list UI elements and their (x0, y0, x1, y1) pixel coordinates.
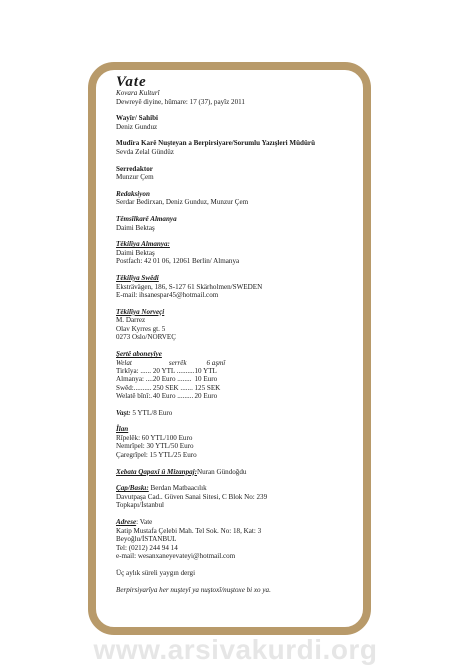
column-header-country: Welat (116, 358, 132, 367)
disclaimer-note: Berpirsiyarîya her nuşteyî ya nuştoxî/nuştoxe bi xo ya. (116, 585, 271, 594)
germany-contact-line: Postfach: 42 01 06, 12061 Berlin/ Almanya (116, 257, 240, 266)
chief-section (116, 165, 366, 182)
print-label: Çap/Baskı: (116, 484, 149, 493)
print-value: Berdan Matbaacılık (150, 484, 207, 493)
germany-contact-line: Daimi Bektaş (116, 248, 155, 257)
germany-contact-section (116, 240, 366, 266)
germany-contact-heading: Têkilîya Almanya: (116, 240, 170, 249)
address-label: Adrese (116, 518, 137, 527)
cell-year: 20 Euro ........ (152, 375, 192, 384)
cell-year: 250 SEK ....... (152, 383, 193, 392)
layout-label: Xebata Qapaxî û Mizanpaj: (116, 467, 197, 476)
issue-line: Dewreyê diyine, hûmare: 17 (37), payîz 2011 (116, 97, 245, 106)
address-line: Beyoğlu/İSTANBUL (116, 535, 177, 544)
editor-section (116, 139, 366, 156)
column-header-half: 6 aşmî (206, 358, 226, 367)
price-section (116, 409, 366, 418)
table-row (116, 384, 225, 392)
phone-line: Tel: (0212) 244 94 14 (116, 543, 178, 552)
editor-heading: Mudîra Karê Nuşteyan a Berpirsiyare/Sorumlu Yazışleri Müdürü (116, 139, 316, 148)
sweden-contact-heading: Têkilîya Swêdi (116, 273, 159, 282)
germany-rep-section (116, 215, 366, 232)
norway-contact-line: Olav Kyrres gt. 5 (116, 324, 166, 333)
owner-heading: Wayîr/ Sahibi (116, 114, 158, 123)
email-line: e-mail: wesanxaneyevateyi@hotmail.com (116, 552, 236, 561)
cell-country: Almanya: .... (116, 375, 153, 384)
sweden-email: E-mail: ihsanespar45@hotmail.com (116, 291, 219, 300)
cell-country: Tirkîya: ...... (116, 367, 152, 376)
cell-half: 125 SEK (194, 383, 221, 392)
subscription-header-row (116, 359, 225, 367)
subscription-table (116, 359, 225, 401)
owner-name: Deniz Gunduz (116, 122, 158, 131)
cell-half: 10 Euro (194, 375, 218, 384)
owner-section (116, 114, 366, 131)
cell-year: 20 YTL .......... (152, 367, 195, 376)
price-label: Vaşt: (116, 408, 131, 417)
norway-contact-heading: Têkilîya Norveçi (116, 307, 165, 316)
sweden-contact-line: Eksträvägen, 186, S-127 61 Skärholmen/SWEDEN (116, 282, 263, 291)
ads-line: Çaregrîpel: 15 YTL/25 Euro (116, 451, 197, 460)
print-line: Topkapı/İstanbul (116, 501, 164, 510)
price-value: 5 YTL/8 Euro (132, 408, 173, 417)
address-line: Katip Mustafa Çelebi Mah. Tel Sok. No: 18, Kat: 3 (116, 526, 262, 535)
ads-line: Rîpelêk: 60 YTL/100 Euro (116, 433, 193, 442)
print-section (116, 484, 366, 510)
cell-country: Swêd:.......... (116, 383, 152, 392)
germany-rep-name: Daimi Bektaş (116, 223, 155, 232)
chief-name: Munzur Çem (116, 173, 154, 182)
table-row (116, 367, 225, 375)
redaction-section (116, 190, 366, 207)
sweden-contact-section (116, 274, 366, 300)
cell-year: 40 Euro ......... (152, 392, 194, 401)
print-line: Davutpaşa Cad.. Güven Sanai Sitesi, C Blok No: 239 (116, 492, 268, 501)
subscription-heading: Şertê aboneyîye (116, 350, 162, 359)
watermark: www.arsivakurdi.org (93, 634, 378, 665)
cell-country: Welatê bînî:. (116, 392, 153, 401)
frequency-note: Üç aylık süreli yaygın dergi (116, 569, 196, 577)
norway-contact-line: 0273 Oslo/NORVEÇ (116, 333, 176, 342)
magazine-subtitle: Kovara Kulturî (116, 89, 160, 97)
column-header-year: serrêk (168, 358, 187, 367)
ads-line: Nemrîpel: 30 YTL/50 Euro (116, 442, 194, 451)
imprint-column (116, 75, 366, 594)
ads-section (116, 425, 366, 459)
cell-half: 20 Euro (194, 392, 218, 401)
vate-logo: Vate (116, 74, 147, 90)
redaction-heading: Redaksiyon (116, 189, 150, 198)
layout-section (116, 468, 366, 477)
layout-value: Nuran Gündoğdu (197, 467, 247, 476)
editor-name: Sevda Zelal Gündüz (116, 147, 174, 156)
germany-rep-heading: Têmsîlkarê Almanya (116, 214, 177, 223)
chief-heading: Serredaktor (116, 164, 153, 173)
redaction-names: Serdar Bedirxan, Deniz Gunduz, Munzur Çem (116, 198, 249, 207)
table-row (116, 375, 225, 383)
table-row (116, 392, 225, 400)
subscription-section (116, 350, 366, 401)
norway-contact-section (116, 308, 366, 342)
norway-contact-line: M. Darrez (116, 316, 146, 325)
address-section (116, 518, 366, 561)
ads-heading: Îlan (116, 425, 129, 434)
address-value: : Vate (136, 518, 153, 527)
cell-half: 10 YTL (194, 367, 217, 376)
